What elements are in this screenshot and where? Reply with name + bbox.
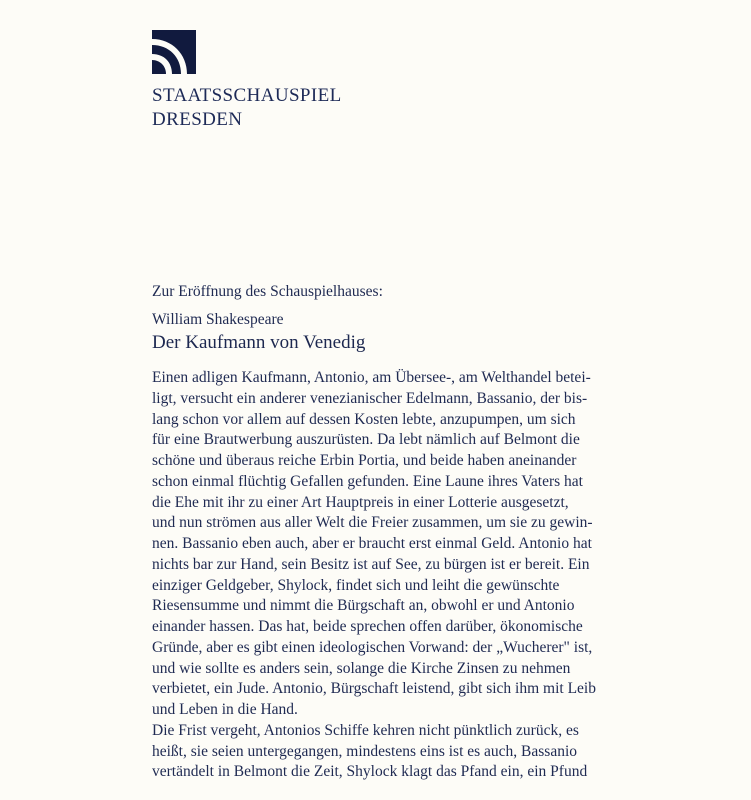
- text-line: und Leben in die Hand.: [152, 701, 298, 718]
- author-name: William Shakespeare: [152, 311, 284, 328]
- text-line: einziger Geldgeber, Shylock, findet sich und leiht die gewünschte: [152, 576, 560, 594]
- text-line: die Ehe mit ihr zu einer Art Hauptpreis in einer Lotterie ausgesetzt,: [152, 493, 569, 511]
- text-line: Gründe, aber es gibt einen ideologischen Vorwand: der „Wucherer" ist,: [152, 638, 593, 656]
- organization-line-2: DRESDEN: [152, 109, 243, 130]
- text-line: Einen adligen Kaufmann, Antonio, am Übersee-, am Welthandel betei-: [152, 369, 591, 386]
- text-line: verbietet, ein Jude. Antonio, Bürgschaft leistend, gibt sich ihm mit Leib: [152, 680, 596, 698]
- play-title: Der Kaufmann von Venedig: [152, 332, 366, 353]
- text-line: vertändelt in Belmont die Zeit, Shylock klagt das Pfand ein, ein Pfund: [152, 763, 588, 781]
- synopsis-text: [152, 368, 618, 783]
- text-line: und nun strömen aus aller Welt die Freier zusammen, um sie zu gewin-: [152, 514, 593, 532]
- organization-name: [152, 84, 342, 132]
- text-line: für eine Brautwerbung auszurüsten. Da lebt nämlich auf Belmont die: [152, 431, 580, 449]
- text-line: einander hassen. Das hat, beide sprechen offen darüber, ökonomische: [152, 618, 583, 635]
- text-line: lang schon vor allem auf dessen Kosten lebte, anzupumpen, um sich: [152, 410, 576, 428]
- text-line: nen. Bassanio eben auch, aber er braucht erst einmal Geld. Antonio hat: [152, 535, 592, 552]
- text-line: Riesensumme und nimmt die Bürgschaft an, obwohl er und Antonio: [152, 597, 575, 615]
- organization-line-1: STAATSSCHAUSPIEL: [152, 85, 342, 106]
- intro-line: Zur Eröffnung des Schauspielhauses:: [152, 283, 383, 300]
- text-line: heißt, sie seien untergegangen, mindestens eins ist es auch, Bassanio: [152, 742, 578, 760]
- text-line: Die Frist vergeht, Antonios Schiffe kehren nicht pünktlich zurück, es: [152, 721, 579, 739]
- text-line: nichts bar zur Hand, sein Besitz ist auf See, zu bürgen ist er bereit. Ein: [152, 555, 590, 573]
- text-line: schöne und überaus reiche Erbin Portia, und beide haben aneinander: [152, 452, 577, 469]
- text-line: ligt, versucht ein anderer venezianischer Edelmann, Bassanio, der bis-: [152, 389, 588, 407]
- text-line: schon einmal flüchtig Gefallen gefunden. Eine Laune ihres Vaters hat: [152, 472, 583, 490]
- staatsschauspiel-logo-icon: [152, 30, 196, 74]
- text-line: und wie sollte es anders sein, solange die Kirche Zinsen zu nehmen: [152, 659, 571, 677]
